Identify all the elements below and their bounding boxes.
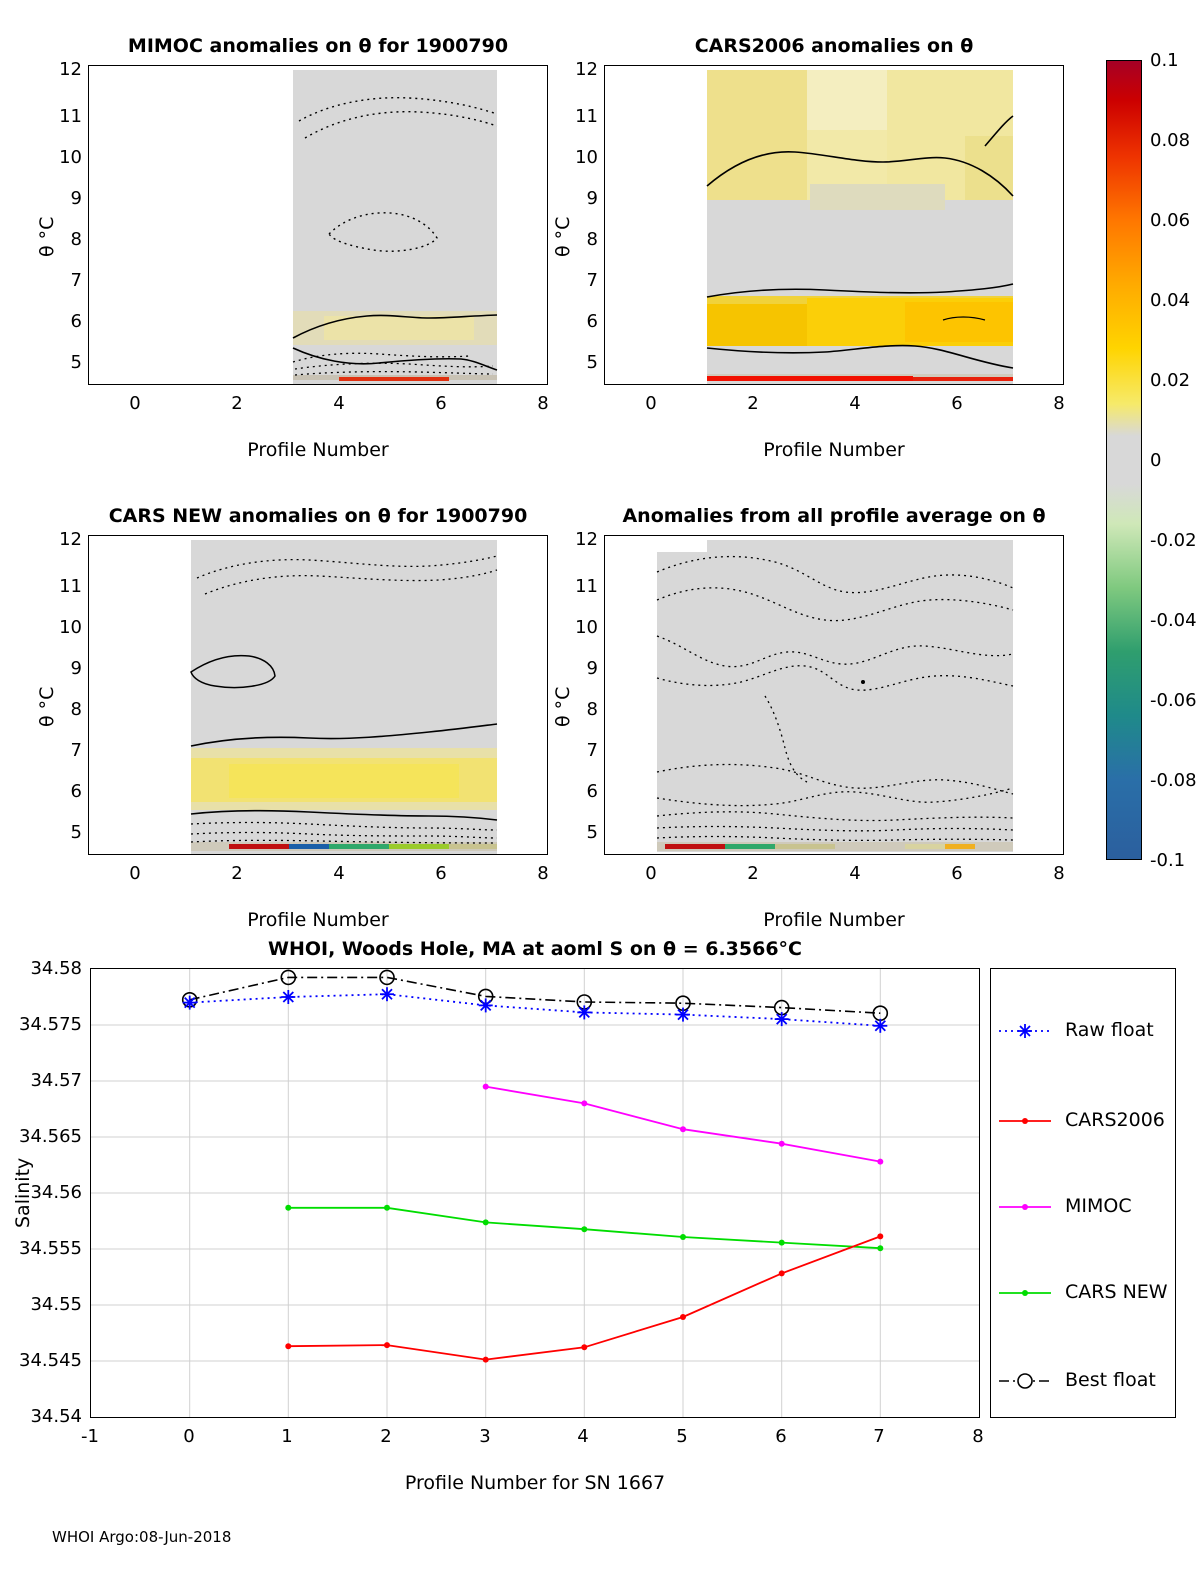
panel-mimoc-xtick: 4 [333, 393, 345, 414]
panel-cars-new-axes [88, 535, 548, 855]
panel-cars2006-ytick: 11 [575, 106, 598, 127]
panel-all-profile-average-ytick: 8 [586, 699, 598, 720]
panel-mimoc-ytick: 9 [70, 188, 82, 209]
panel-mimoc [36, 35, 549, 461]
panel-salinity-xtick: 1 [281, 1426, 293, 1447]
panel-cars2006-xtick: 4 [849, 393, 861, 414]
panel-salinity-xtick: 5 [676, 1426, 688, 1447]
panel-salinity-ytick: 34.57 [30, 1070, 82, 1091]
panel-cars2006-ylabel: θ °C [552, 216, 574, 257]
panel-salinity-xtick: 4 [577, 1426, 589, 1447]
panel-cars-new-ytick: 12 [59, 529, 82, 550]
panel-cars-new-xtick: 2 [231, 863, 243, 884]
panel-salinity-ytick: 34.545 [19, 1350, 82, 1371]
panel-cars2006-ytick: 8 [586, 229, 598, 250]
panel-cars-new-title: CARS NEW anomalies on θ for 1900790 [108, 505, 528, 527]
panel-salinity-xtick: 0 [183, 1426, 195, 1447]
panel-all-profile-average-ytick: 11 [575, 576, 598, 597]
panel-cars2006-xtick: 0 [645, 393, 657, 414]
panel-salinity-xlabel: Profile Number for SN 1667 [404, 1472, 666, 1494]
panel-cars-new-ytick: 11 [59, 576, 82, 597]
panel-salinity [12, 938, 984, 1494]
panel-all-profile-average-axes [604, 535, 1064, 855]
panel-all-profile-average-xlabel: Profile Number [763, 909, 905, 931]
colorbar [1106, 50, 1197, 871]
panel-all-profile-average-xtick: 6 [951, 863, 963, 884]
panel-mimoc-ytick: 7 [70, 270, 82, 291]
panel-salinity-xtick: 2 [380, 1426, 392, 1447]
panel-cars-new-ytick: 5 [70, 822, 82, 843]
panel-salinity-ytick: 34.58 [30, 958, 82, 979]
panel-cars-new-ytick: 6 [70, 781, 82, 802]
panel-cars2006 [552, 35, 1065, 461]
panel-mimoc-ytick: 10 [59, 147, 82, 168]
panel-all-profile-average-ytick: 5 [586, 822, 598, 843]
panel-cars2006-ytick: 12 [575, 59, 598, 80]
panel-cars2006-ytick: 6 [586, 311, 598, 332]
panel-cars-new-xlabel: Profile Number [247, 909, 389, 931]
colorbar-tick: -0.04 [1150, 610, 1197, 631]
panel-cars2006-xtick: 6 [951, 393, 963, 414]
panel-salinity-ytick: 34.56 [30, 1182, 82, 1203]
legend-item-cars2006[interactable]: CARS2006 [1065, 1109, 1165, 1131]
panel-all-profile-average-title: Anomalies from all profile average on θ [622, 505, 1046, 527]
panel-cars-new-xtick: 8 [537, 863, 549, 884]
colorbar-tick: -0.02 [1150, 530, 1197, 551]
panel-all-profile-average-ytick: 7 [586, 740, 598, 761]
panel-cars-new-plot [89, 536, 547, 854]
panel-salinity-title: WHOI, Woods Hole, MA at aoml S on θ = 6.3566°C [267, 938, 802, 960]
panel-mimoc-ytick: 11 [59, 106, 82, 127]
colorbar-tick: 0.04 [1150, 290, 1191, 311]
panel-cars-new-ytick: 9 [70, 658, 82, 679]
colorbar-tick: -0.1 [1150, 850, 1186, 871]
panel-mimoc-ytick: 6 [70, 311, 82, 332]
panel-mimoc-axes [88, 65, 548, 385]
panel-mimoc-ytick: 5 [70, 352, 82, 373]
panel-salinity-ytick: 34.555 [19, 1238, 82, 1259]
legend-item-raw-float[interactable]: Raw float [1065, 1019, 1154, 1041]
panel-salinity-ylabel: Salinity [12, 1157, 34, 1228]
panel-salinity-ytick: 34.54 [30, 1406, 82, 1427]
colorbar-tick: 0.06 [1150, 210, 1191, 231]
panel-mimoc-title: MIMOC anomalies on θ for 1900790 [127, 35, 509, 57]
colorbar-tick: 0.02 [1150, 370, 1191, 391]
footer-caption: WHOI Argo:08-Jun-2018 [52, 1528, 232, 1546]
panel-salinity-xtick: -1 [81, 1426, 99, 1447]
panel-cars2006-ytick: 9 [586, 188, 598, 209]
panel-cars-new-xtick: 0 [129, 863, 141, 884]
panel-mimoc-plot [89, 66, 547, 384]
colorbar-tick: -0.08 [1150, 770, 1197, 791]
panel-all-profile-average-ytick: 6 [586, 781, 598, 802]
panel-salinity-axes [90, 968, 980, 1418]
panel-mimoc-xlabel: Profile Number [247, 439, 389, 461]
panel-all-profile-average-ytick: 9 [586, 658, 598, 679]
panel-mimoc-ytick: 12 [59, 59, 82, 80]
panel-cars2006-xtick: 8 [1053, 393, 1065, 414]
panel-cars-new-ytick: 7 [70, 740, 82, 761]
panel-salinity-ytick: 34.55 [30, 1294, 82, 1315]
panel-cars2006-plot [605, 66, 1063, 384]
panel-salinity-xtick: 6 [775, 1426, 787, 1447]
panel-cars-new-ylabel: θ °C [36, 686, 58, 727]
panel-cars2006-axes [604, 65, 1064, 385]
colorbar-tick: 0 [1150, 450, 1162, 471]
colorbar-tick: -0.06 [1150, 690, 1197, 711]
legend-item-mimoc[interactable]: MIMOC [1065, 1195, 1132, 1217]
panel-salinity-ytick: 34.575 [19, 1014, 82, 1035]
colorbar-tick: 0.08 [1150, 130, 1191, 151]
panel-mimoc-xtick: 2 [231, 393, 243, 414]
panel-all-profile-average [552, 505, 1065, 931]
panel-all-profile-average-ytick: 10 [575, 617, 598, 638]
panel-salinity-plot [91, 969, 979, 1417]
panel-cars2006-xlabel: Profile Number [763, 439, 905, 461]
panel-cars2006-title: CARS2006 anomalies on θ [694, 35, 974, 57]
panel-all-profile-average-ylabel: θ °C [552, 686, 574, 727]
panel-salinity-xtick: 7 [873, 1426, 885, 1447]
panel-all-profile-average-xtick: 2 [747, 863, 759, 884]
panel-cars2006-ytick: 7 [586, 270, 598, 291]
panel-mimoc-xtick: 0 [129, 393, 141, 414]
colorbar-gradient [1106, 60, 1142, 860]
panel-cars-new-xtick: 4 [333, 863, 345, 884]
panel-mimoc-ytick: 8 [70, 229, 82, 250]
panel-mimoc-xtick: 8 [537, 393, 549, 414]
panel-cars-new-ytick: 10 [59, 617, 82, 638]
panel-cars2006-xtick: 2 [747, 393, 759, 414]
colorbar-tick: 0.1 [1150, 50, 1179, 71]
panel-all-profile-average-xtick: 4 [849, 863, 861, 884]
legend-item-cars-new[interactable]: CARS NEW [1065, 1281, 1168, 1303]
panel-cars-new-ytick: 8 [70, 699, 82, 720]
panel-salinity-ytick: 34.565 [19, 1126, 82, 1147]
panel-all-profile-average-ytick: 12 [575, 529, 598, 550]
panel-mimoc-ylabel: θ °C [36, 216, 58, 257]
panel-mimoc-xtick: 6 [435, 393, 447, 414]
panel-all-profile-average-xtick: 0 [645, 863, 657, 884]
panel-salinity-xtick: 3 [479, 1426, 491, 1447]
panel-cars2006-ytick: 5 [586, 352, 598, 373]
panel-cars2006-ytick: 10 [575, 147, 598, 168]
panel-all-profile-average-plot [605, 536, 1063, 854]
legend [990, 968, 1176, 1418]
panel-all-profile-average-xtick: 8 [1053, 863, 1065, 884]
legend-item-best-float[interactable]: Best float [1065, 1369, 1156, 1391]
panel-cars-new-xtick: 6 [435, 863, 447, 884]
panel-cars-new [36, 505, 549, 931]
panel-salinity-xtick: 8 [972, 1426, 984, 1447]
